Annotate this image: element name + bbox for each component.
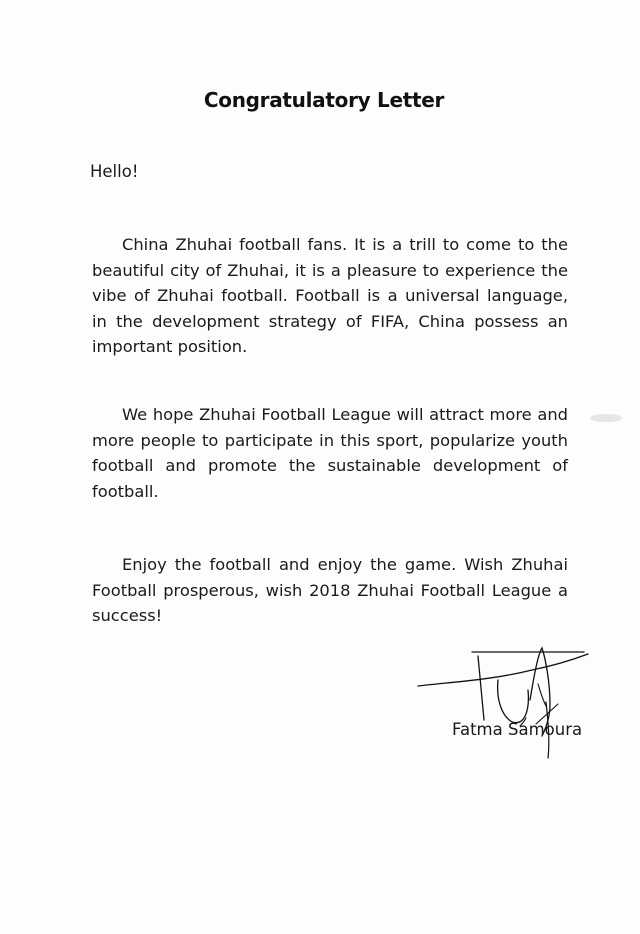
- letter-greeting: Hello!: [90, 162, 139, 181]
- paper-smudge: [586, 410, 626, 426]
- letter-paragraph-1: China Zhuhai football fans. It is a trill to come to the beautiful city of Zhuhai, it is a pleasure to experience the vibe of Zhuhai football. Football is a universal language, in the development strategy of FIFA, China possess an important position.: [92, 235, 568, 356]
- letter-paragraph-2: We hope Zhuhai Football League will attract more and more people to participate in this sport, popularize youth football and promote the sustainable development of football.: [92, 405, 568, 501]
- letter-paragraph-3: Enjoy the football and enjoy the game. Wish Zhuhai Football prosperous, wish 2018 Zhuhai Football League a success!: [92, 555, 568, 625]
- signatory-name: Fatma Samoura: [452, 720, 583, 739]
- handwritten-signature-icon: [412, 640, 592, 760]
- letter-title: Congratulatory Letter: [203, 88, 445, 112]
